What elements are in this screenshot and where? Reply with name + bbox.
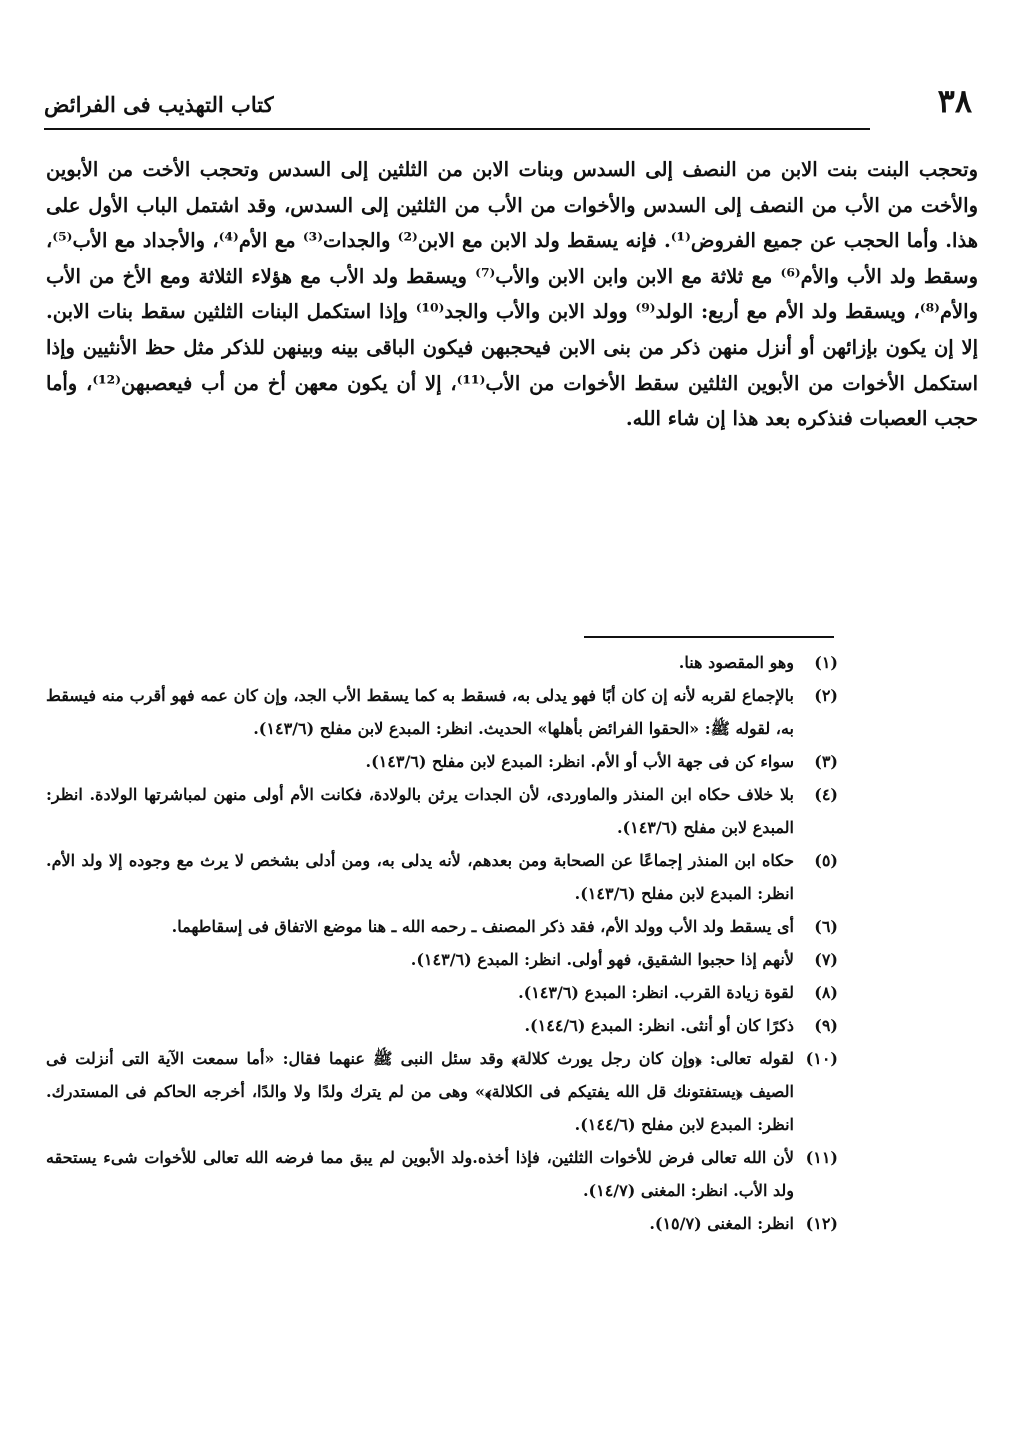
footnote [46, 1207, 838, 1240]
footnote [46, 976, 838, 1009]
footnote-number: (١٢) [805, 1214, 838, 1233]
footnote-text: بلا خلاف حكاه ابن المنذر والماوردى، لأن الجدات يرثن بالولادة، فكانت الأم أولى منهن لمباشرتها الولادة. انظر: المبدع لابن مفلح (١٤٣/٦). [46, 785, 794, 837]
footnote [46, 844, 838, 910]
footnote-text: انظر: المغنى (١٥/٧). [649, 1214, 794, 1233]
footnote-number: (٣) [814, 752, 838, 771]
footnote [46, 646, 838, 679]
footnote-text: لأنهم إذا حجبوا الشقيق، فهو أولى. انظر: المبدع (١٤٣/٦). [410, 950, 794, 969]
main-paragraph: وتحجب البنت بنت الابن من النصف إلى السدس وبنات الابن من الثلثين إلى السدس وتحجب الأخت من الأبوين والأخت من الأب من النصف إلى السدس والأخوات من الأب من الثلثين إلى السدس، وقد اشتمل الباب الأول على هذا. وأما الحجب عن جميع الفروض⁽¹⁾. فإنه يسقط ولد الابن مع الابن⁽²⁾ والجدات⁽³⁾ مع الأم⁽⁴⁾، والأجداد مع الأب⁽⁵⁾، وسقط ولد الأب والأم⁽⁶⁾ مع ثلاثة مع الابن وابن الابن والأب⁽⁷⁾ ويسقط ولد الأب مع هؤلاء الثلاثة ومع الأخ من الأب والأم⁽⁸⁾، ويسقط ولد الأم مع أربع: الولد⁽⁹⁾ وولد الابن والأب والجد⁽¹⁰⁾ وإذا استكمل البنات الثلثين سقط بنات الابن. إلا إن يكون بإزائهن أو أنزل منهن ذكر من بنى الابن فيحجبهن فيكون الباقى بينه وبينهن للذكر مثل حظ الأنثيين وإذا استكمل الأخوات من الأبوين الثلثين سقط الأخوات من الأب⁽¹¹⁾، إلا أن يكون معهن أخ من أب فيعصبهن⁽¹²⁾، وأما حجب العصبات فنذكره بعد هذا إن شاء الله. [46, 158, 978, 431]
footnote-separator [584, 636, 834, 638]
footnote-text: لأن الله تعالى فرض للأخوات الثلثين، فإذا أخذه.ولد الأبوين لم يبق مما فرضه الله تعالى للأخوات شىء يستحقه ولد الأب. انظر: المغنى (١٤/٧). [46, 1148, 794, 1200]
footnote-number: (٥) [814, 851, 838, 870]
footnote-number: (٤) [814, 785, 838, 804]
footnote [46, 1042, 838, 1141]
footnote-text: حكاه ابن المنذر إجماعًا عن الصحابة ومن بعدهم، لأنه يدلى به، ومن أدلى بشخص لا يرث مع وجوده إلا ولد الأم. انظر: المبدع لابن مفلح (١٤٣/٦). [46, 851, 794, 903]
footnote-text: بالإجماع لقربه لأنه إن كان أبًا فهو يدلى به، فسقط به كما يسقط الأب الجد، وإن كان عمه فهو أقرب منه فيسقط به، لقوله ﷺ: «الحقوا الفرائض بأهلها» الحديث. انظر: المبدع لابن مفلح (١٤٣/٦). [46, 686, 794, 738]
footnote-number: (٩) [814, 1016, 838, 1035]
footnote [46, 1009, 838, 1042]
running-header [44, 86, 870, 130]
footnote [46, 943, 838, 976]
footnote-number: (٧) [814, 950, 838, 969]
footnote [46, 745, 838, 778]
footnote-number: (١٠) [805, 1049, 838, 1068]
footnote [46, 1141, 838, 1207]
main-text [46, 152, 978, 437]
footnote-text: وهو المقصود هنا. [678, 653, 794, 672]
footnotes [46, 646, 838, 1240]
footnote-text: لقوة زيادة القرب. انظر: المبدع (١٤٣/٦). [518, 983, 794, 1002]
footnote [46, 910, 838, 943]
footnote-number: (٢) [814, 686, 838, 705]
footnote-text: سواء كن فى جهة الأب أو الأم. انظر: المبدع لابن مفلح (١٤٣/٦). [365, 752, 794, 771]
footnote-number: (١) [814, 653, 838, 672]
footnote [46, 778, 838, 844]
footnote-text: لقوله تعالى: ﴿وإن كان رجل يورث كلالة﴾ وقد سئل النبى ﷺ عنهما فقال: «أما سمعت الآية التى أنزلت فى الصيف ﴿يستفتونك قل الله يفتيكم فى الكلالة﴾» وهى من لم يترك ولدًا ولا والدًا، أخرجه الحاكم فى المستدرك. انظر: المبدع لابن مفلح (١٤٤/٦). [46, 1049, 794, 1134]
page-number: ٣٨ [937, 82, 972, 120]
footnote-text: ذكرًا كان أو أنثى. انظر: المبدع (١٤٤/٦). [524, 1016, 794, 1035]
footnote-number: (٨) [814, 983, 838, 1002]
footnote [46, 679, 838, 745]
footnote-text: أى يسقط ولد الأب وولد الأم، فقد ذكر المصنف ـ رحمه الله ـ هنا موضع الاتفاق فى إسقاطهما. [171, 917, 794, 936]
footnote-number: (٦) [814, 917, 838, 936]
book-title: كتاب التهذيب فى الفرائض [44, 92, 274, 117]
footnote-number: (١١) [805, 1148, 838, 1167]
